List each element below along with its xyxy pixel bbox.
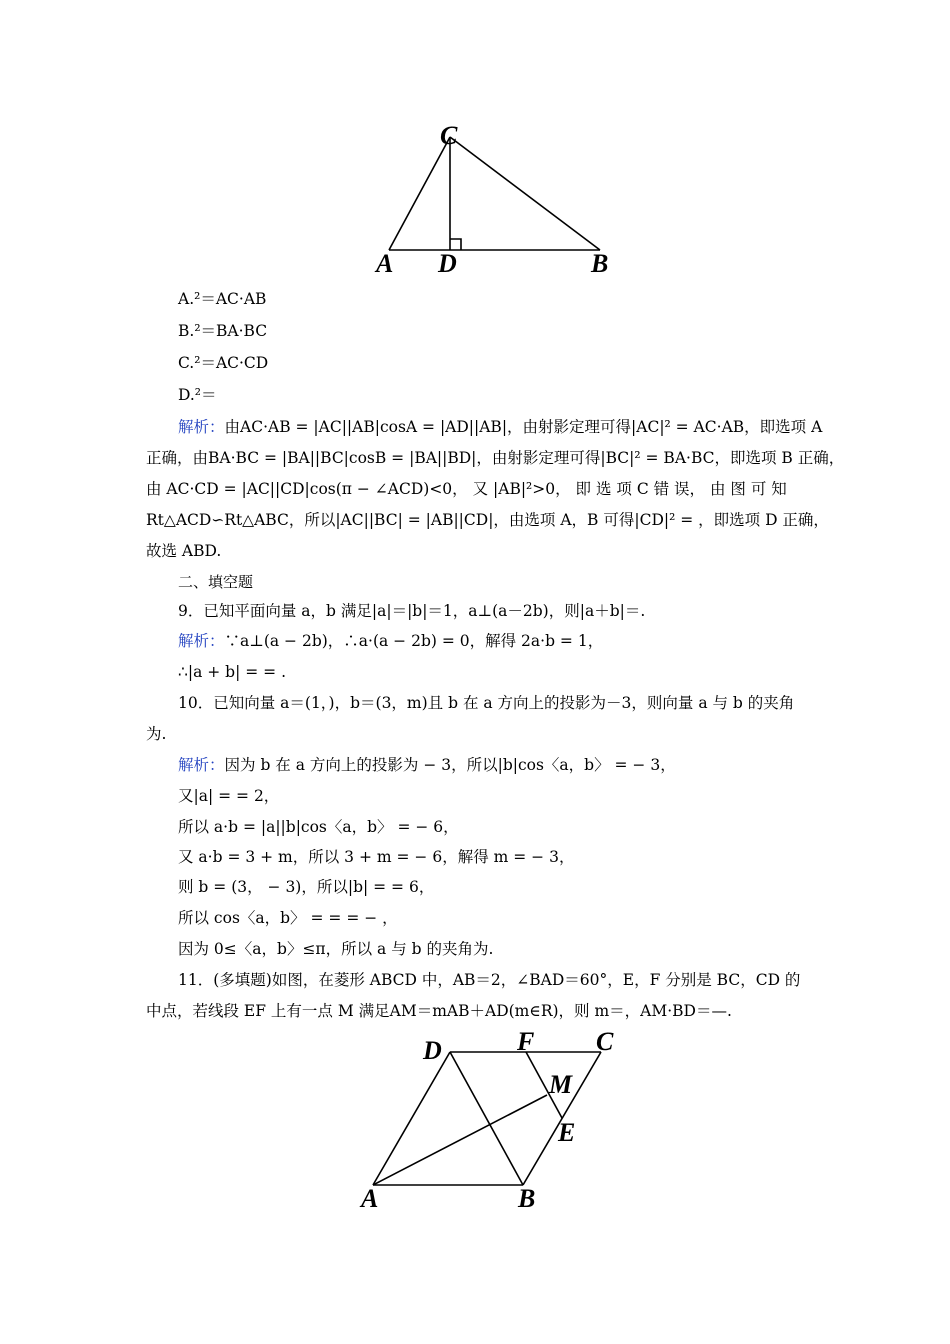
section-heading: 二、填空题 <box>178 573 254 591</box>
label-d: D <box>423 1036 442 1065</box>
solution8-line1: 解析：由AC·AB = |AC||AB|cosA = |AD||AB|，由射影定理可得|AC|² = AC·AB，即选项 A <box>178 418 823 436</box>
label-a: A <box>361 1184 379 1213</box>
solution8-line3: 由 AC·CD = |AC||CD|cos(π − ∠ACD)<0， 又 |AB|²>0， 即 选 项 C 错 误， 由 图 可 知 <box>146 480 787 498</box>
label-m: M <box>549 1070 573 1099</box>
solution8-line2: 正确，由BA·BC = |BA||BC|cosB = |BA||BD|，由射影定理可得|BC|² = BA·BC，即选项 B 正确， <box>146 449 845 467</box>
label-b: B <box>518 1184 536 1213</box>
option-d: D.²＝ <box>178 386 217 404</box>
solution8-line4: Rt△ACD∽Rt△ABC，所以|AC||BC| = |AB||CD|，由选项 A，B 可得|CD|² = ，即选项 D 正确， <box>146 511 829 529</box>
solution8-line5: 故选 ABD. <box>146 542 222 560</box>
question-10-line2: 为. <box>146 725 167 743</box>
q10-solution-line2: 又|a| = = 2， <box>178 787 280 805</box>
q10-solution-line4: 又 a·b = 3 + m，所以 3 + m = − 6，解得 m = − 3， <box>178 848 575 866</box>
q9-solution-line2: ∴|a + b| = = . <box>178 663 286 681</box>
q10-solution-line5: 则 b = (3， − 3)，所以|b| = = 6， <box>178 878 435 896</box>
q10-solution-line6: 所以 cos〈a，b〉 = = = − ， <box>178 909 398 927</box>
option-a: A.²＝AC·AB <box>178 290 267 308</box>
question-9: 9．已知平面向量 a，b 满足|a|＝|b|＝1，a⊥(a－2b)，则|a＋b|＝. <box>178 602 646 620</box>
diagonal-bd <box>450 1052 523 1185</box>
label-e: E <box>558 1118 576 1147</box>
solution-label: 解析： <box>178 756 225 774</box>
label-d: D <box>438 249 457 278</box>
solution-label: 解析： <box>178 632 225 650</box>
q10-solution-line3: 所以 a·b = |a||b|cos〈a，b〉 = − 6， <box>178 818 459 836</box>
option-b: B.²＝BA·BC <box>178 322 268 340</box>
q10-solution-line1: 解析：因为 b 在 a 方向上的投影为 − 3，所以|b|cos〈a，b〉 = − 3， <box>178 756 676 774</box>
rhombus-figure <box>355 1025 625 1225</box>
label-f: F <box>517 1027 535 1056</box>
solution-label: 解析： <box>178 418 225 436</box>
question-11-line2: 中点，若线段 EF 上有一点 M 满足AM＝mAB＋AD(m∈R)，则 m＝，AM·BD＝—. <box>146 1002 732 1020</box>
triangle-figure <box>370 120 630 280</box>
side-ac <box>389 137 450 250</box>
question-11-line1: 11．(多填题)如图，在菱形 ABCD 中，AB＝2，∠BAD＝60°，E，F 分别是 BC，CD 的 <box>178 971 801 989</box>
option-c: C.²＝AC·CD <box>178 354 269 372</box>
label-c: C <box>440 121 458 150</box>
q9-solution-line1: 解析：∵a⊥(a − 2b)，∴a·(a − 2b) = 0，解得 2a·b = 1， <box>178 632 604 650</box>
label-c: C <box>596 1027 614 1056</box>
label-a: A <box>376 249 394 278</box>
q10-solution-line7: 因为 0≤〈a，b〉≤π，所以 a 与 b 的夹角为. <box>178 940 494 958</box>
label-b: B <box>591 249 609 278</box>
side-cb <box>450 137 600 250</box>
question-10-line1: 10．已知向量 a＝(1，)，b＝(3，m)且 b 在 a 方向上的投影为－3，则向量 a 与 b 的夹角 <box>178 694 795 712</box>
